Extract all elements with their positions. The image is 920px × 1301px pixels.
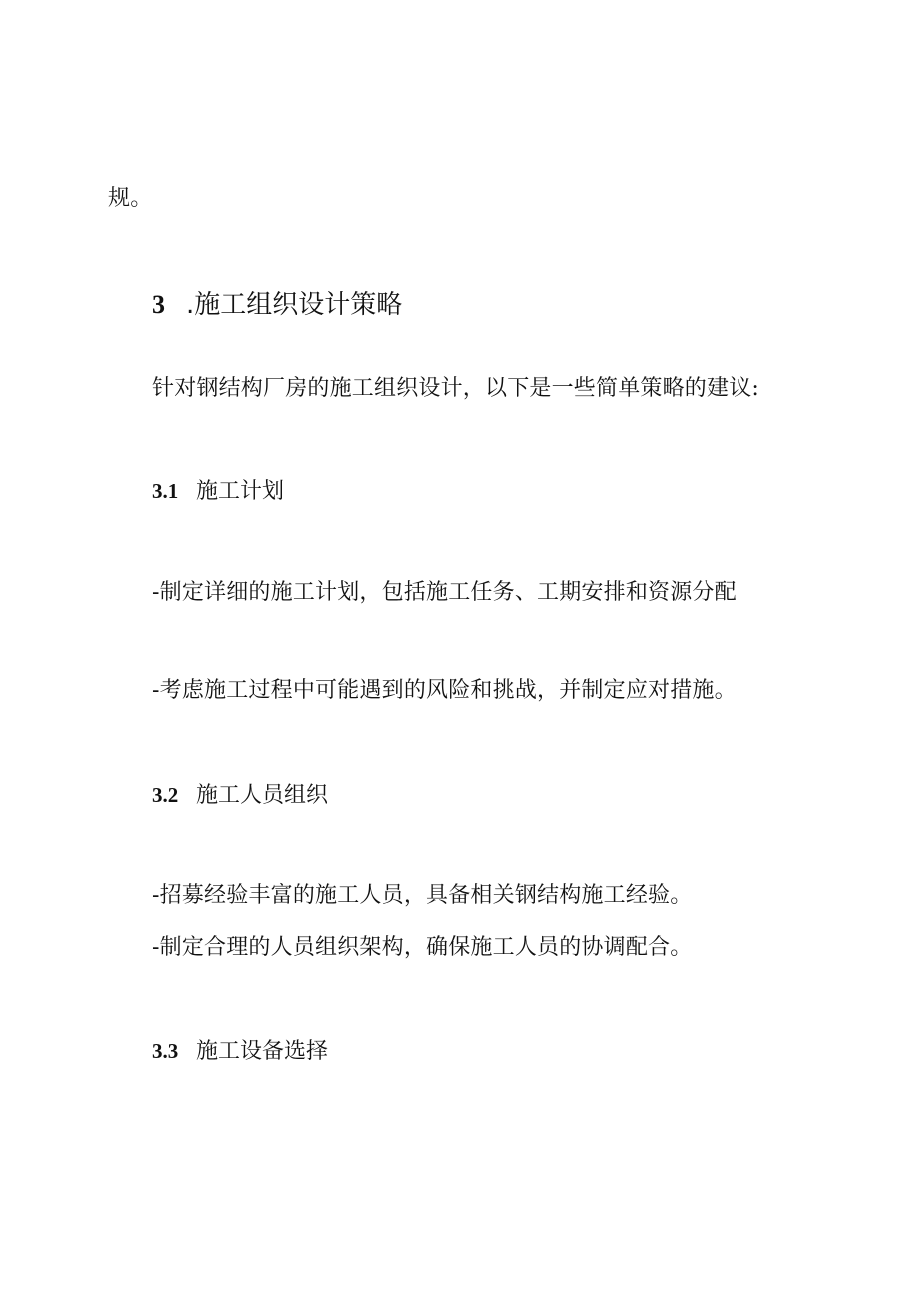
list-item: -制定合理的人员组织架构，确保施工人员的协调配合。 (152, 935, 693, 960)
subsection-heading-3-3 (152, 1041, 328, 1063)
subsection-number: 3.2 (152, 783, 179, 807)
continuation-text: 规。 (108, 186, 153, 211)
subsection-number: 3.1 (152, 479, 179, 503)
subsection-number: 3.3 (152, 1039, 179, 1063)
subsection-title: 施工计划 (196, 479, 285, 504)
subsection-heading-3-2 (152, 785, 328, 807)
subsection-title: 施工设备选择 (196, 1039, 329, 1064)
section-intro: 针对钢结构厂房的施工组织设计，以下是一些简单策略的建议: (152, 376, 760, 401)
subsection-heading-3-1 (152, 481, 284, 503)
list-item: -考虑施工过程中可能遇到的风险和挑战，并制定应对措施。 (152, 678, 737, 703)
section-title: .施工组织设计策略 (186, 290, 403, 320)
subsection-title: 施工人员组织 (196, 783, 329, 808)
section-heading (152, 292, 402, 318)
list-item: -招募经验丰富的施工人员，具备相关钢结构施工经验。 (152, 883, 693, 908)
section-number: 3 (152, 290, 165, 319)
list-item: -制定详细的施工计划，包括施工任务、工期安排和资源分配 (152, 580, 737, 605)
